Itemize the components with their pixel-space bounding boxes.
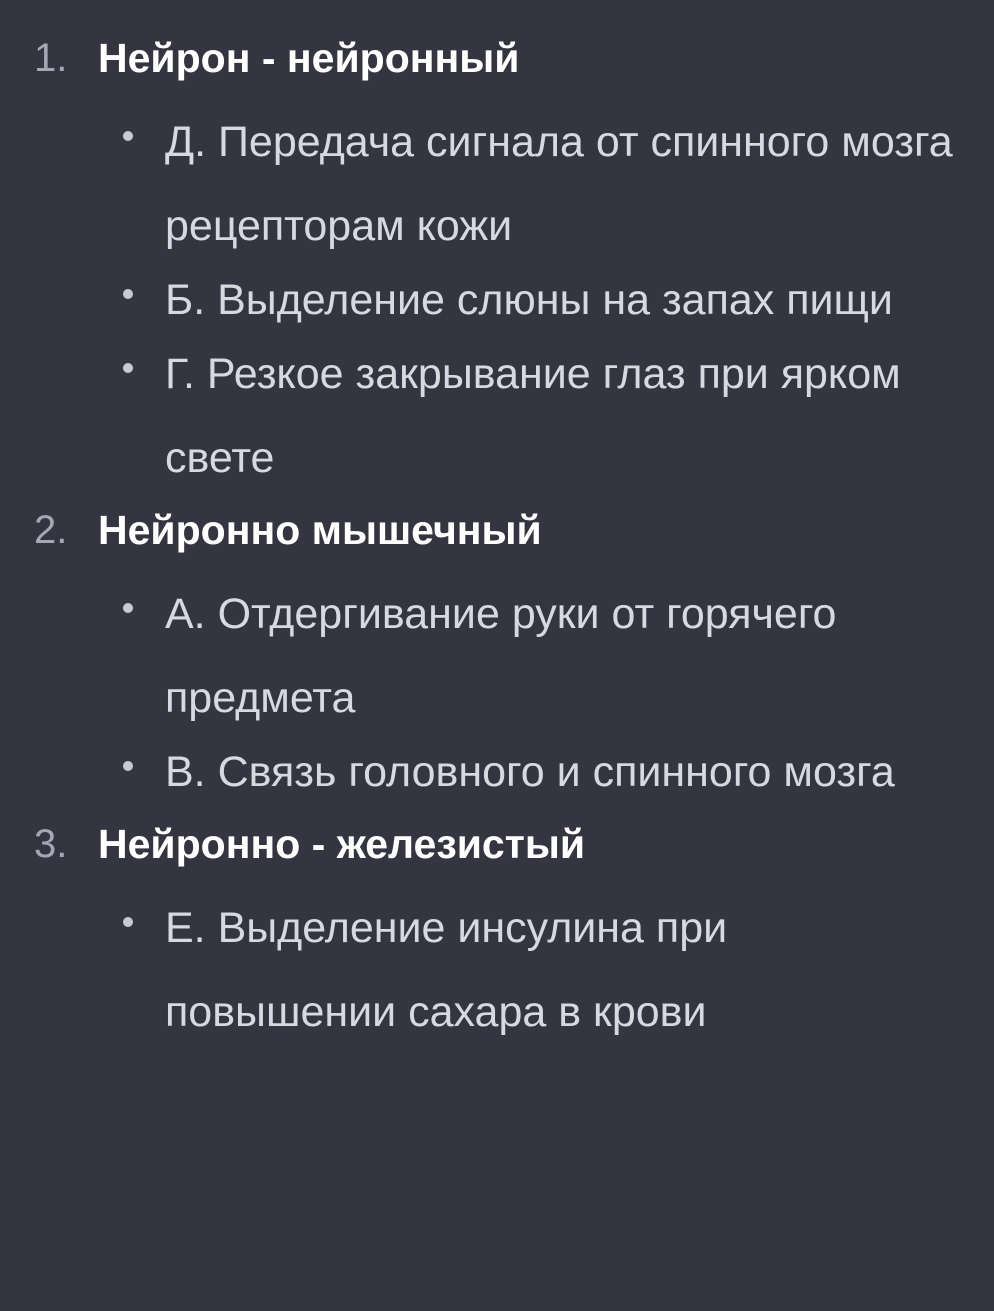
list-item-text: Г. Резкое закрывание глаз при ярком свете (165, 350, 901, 482)
list-item (0, 572, 959, 740)
list-heading-title: Нейронно - железистый (98, 821, 586, 867)
bullet-dot-icon (123, 761, 133, 771)
list-heading (0, 28, 994, 88)
list-heading (0, 814, 994, 874)
list-item (0, 730, 959, 814)
list-group-2 (0, 500, 994, 814)
bullet-dot-icon (123, 917, 133, 927)
bullet-list (0, 572, 994, 814)
bullet-list (0, 100, 994, 500)
bullet-dot-icon (123, 131, 133, 141)
list-item-text: А. Отдергивание руки от горячего предмета (165, 590, 837, 722)
bullet-dot-icon (123, 363, 133, 373)
list-group-1 (0, 28, 994, 500)
list-item-text: Е. Выделение инсулина при повышении сахара в крови (165, 904, 728, 1036)
list-heading-title: Нейрон - нейронный (98, 35, 520, 81)
list-item (0, 258, 959, 342)
list-number: 1. (34, 36, 68, 80)
bullet-dot-icon (123, 603, 133, 613)
bullet-dot-icon (123, 289, 133, 299)
list-number: 2. (34, 508, 68, 552)
list-heading-title: Нейронно мышечный (98, 507, 542, 553)
list-item-text: Д. Передача сигнала от спинного мозга рецепторам кожи (165, 118, 953, 250)
list-number: 3. (34, 822, 68, 866)
list-item (0, 100, 959, 268)
bullet-list (0, 886, 994, 1054)
list-group-3 (0, 814, 994, 1054)
list-item-text: Б. Выделение слюны на запах пищи (165, 276, 893, 324)
list-item (0, 332, 959, 500)
list-item (0, 886, 959, 1054)
list-item-text: В. Связь головного и спинного мозга (165, 748, 895, 796)
list-heading (0, 500, 994, 560)
